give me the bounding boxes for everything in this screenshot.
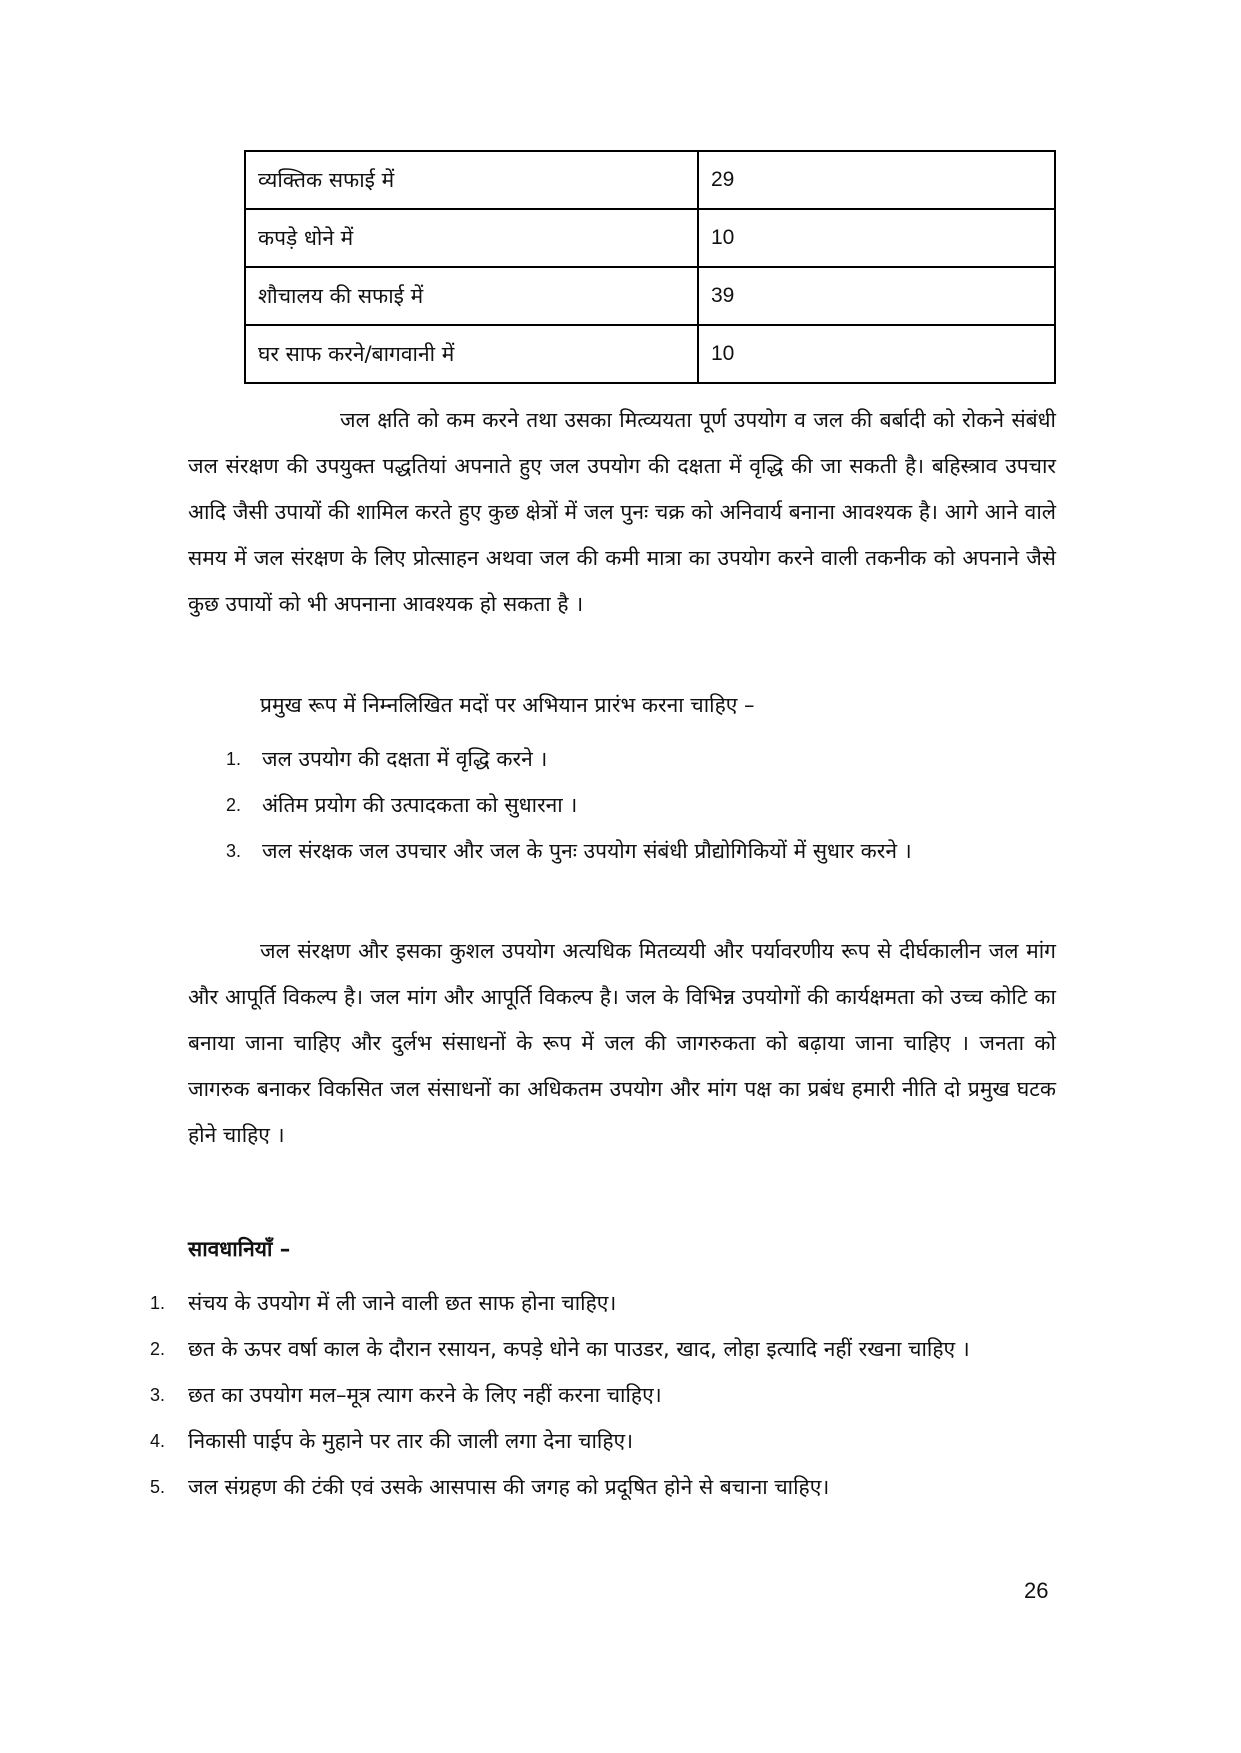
list-text: संचय के उपयोग में ली जाने वाली छत साफ होना चाहिए।	[188, 1291, 617, 1315]
list-text: छत के ऊपर वर्षा काल के दौरान रसायन, कपड़े धोने का पाउडर, खाद, लोहा इत्यादि नहीं रखना चाहिए ।	[188, 1337, 970, 1361]
table-cell-label: घर साफ करने/बागवानी में	[245, 325, 698, 383]
water-usage-table	[244, 150, 1056, 384]
precautions-heading: सावधानियाँ –	[188, 1237, 291, 1261]
list-item	[150, 1372, 1056, 1418]
table-row	[245, 267, 1055, 325]
list-number: 2.	[226, 795, 242, 815]
table-row	[245, 325, 1055, 383]
table-cell-label: व्यक्तिक सफाई में	[245, 151, 698, 209]
table-cell-label: शौचालय की सफाई में	[245, 267, 698, 325]
list-item	[226, 782, 1056, 828]
list-number: 3.	[150, 1385, 166, 1405]
table-cell-value: 39	[698, 267, 1055, 325]
list-number: 1.	[226, 749, 242, 769]
list-text: जल उपयोग की दक्षता में वृद्धि करने ।	[262, 747, 548, 771]
campaign-list	[226, 736, 1056, 874]
list-item	[226, 828, 1056, 874]
table-row	[245, 151, 1055, 209]
list-number: 5.	[150, 1477, 166, 1497]
list-text: छत का उपयोग मल–मूत्र त्याग करने के लिए नहीं करना चाहिए।	[188, 1383, 662, 1407]
list-item	[226, 736, 1056, 782]
table-cell-value: 10	[698, 209, 1055, 267]
list-number: 1.	[150, 1293, 166, 1313]
list-text: जल संग्रहण की टंकी एवं उसके आसपास की जगह को प्रदूषित होने से बचाना चाहिए।	[188, 1475, 830, 1499]
page-number: 26	[1024, 1578, 1049, 1603]
list-text: जल संरक्षक जल उपचार और जल के पुनः उपयोग संबंधी प्रौद्योगिकियों में सुधार करने ।	[262, 839, 912, 863]
list-text: निकासी पाईप के मुहाने पर तार की जाली लगा देना चाहिए।	[188, 1429, 634, 1453]
list-number: 3.	[226, 841, 242, 861]
list-item	[150, 1418, 1056, 1464]
list-number: 2.	[150, 1339, 166, 1359]
table-cell-label: कपड़े धोने में	[245, 209, 698, 267]
table-cell-value: 29	[698, 151, 1055, 209]
paragraph-water-conservation: जल संरक्षण और इसका कुशल उपयोग अत्यधिक मितव्ययी और पर्यावरणीय रूप से दीर्घकालीन जल मांग और आपूर्ति विकल्प है। जल मांग और आपूर्ति विकल्प है। जल के विभिन्न उपयोगों की कार्यक्षमता को उच्च कोटि का बनाया जाना चाहिए और दुर्लभ संसाधनों के रूप में जल की जागरुकता को बढ़ाया जाना चाहिए । जनता को जागरुक बनाकर विकसित जल संसाधनों का अधिकतम उपयोग और मांग पक्ष का प्रबंध हमारी नीति दो प्रमुख घटक होने चाहिए ।	[188, 939, 1056, 1147]
list-item	[150, 1280, 1056, 1326]
list-item	[150, 1326, 1056, 1372]
table-cell-value: 10	[698, 325, 1055, 383]
table-row	[245, 209, 1055, 267]
paragraph-water-efficiency: जल क्षति को कम करने तथा उसका मित्व्ययता पूर्ण उपयोग व जल की बर्बादी को रोकने संबंधी जल संरक्षण की उपयुक्त पद्धतियां अपनाते हुए जल उपयोग की दक्षता में वृद्धि की जा सकती है। बहिस्त्राव उपचार आदि जैसी उपायों की शामिल करते हुए कुछ क्षेत्रों में जल पुनः चक्र को अनिवार्य बनाना आवश्यक है। आगे आने वाले समय में जल संरक्षण के लिए प्रोत्साहन अथवा जल की कमी मात्रा का उपयोग करने वाली तकनीक को अपनाने जैसे कुछ उपायों को भी अपनाना आवश्यक हो सकता है ।	[188, 408, 1056, 616]
list-item	[150, 1464, 1056, 1510]
precautions-list	[150, 1280, 1056, 1510]
list-number: 4.	[150, 1431, 166, 1451]
campaign-intro: प्रमुख रूप में निम्नलिखित मदों पर अभियान प्रारंभ करना चाहिए –	[260, 693, 755, 717]
list-text: अंतिम प्रयोग की उत्पादकता को सुधारना ।	[262, 793, 578, 817]
